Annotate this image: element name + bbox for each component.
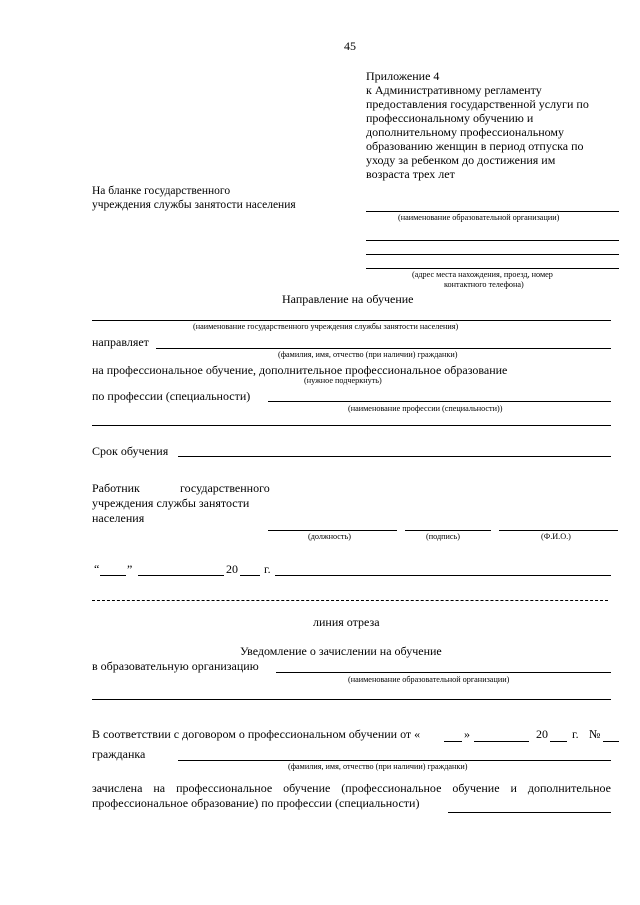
notice-org-label: в образовательную организацию bbox=[92, 659, 259, 673]
worker-label: государственного bbox=[180, 481, 270, 495]
letterhead-line: На бланке государственного bbox=[92, 185, 231, 197]
appendix-line: дополнительному профессиональному bbox=[366, 125, 565, 139]
worker-label: населения bbox=[92, 511, 145, 525]
org-name-caption: (наименование образовательной организации) bbox=[398, 213, 560, 222]
contract-number-sign: № bbox=[589, 727, 601, 741]
profession-extra-line bbox=[92, 425, 611, 426]
page-number: 45 bbox=[344, 39, 356, 53]
contract-year-suffix: г. bbox=[572, 727, 579, 741]
profession-line bbox=[268, 401, 611, 402]
citizen-fio-caption: (фамилия, имя, отчество (при наличии) гражданки) bbox=[278, 350, 458, 359]
appendix-line: возраста трех лет bbox=[366, 167, 455, 181]
full-name-line bbox=[499, 530, 618, 531]
signature-caption: (подпись) bbox=[426, 532, 460, 541]
citizen-label: гражданка bbox=[92, 747, 146, 761]
contract-close-quote: » bbox=[464, 727, 470, 741]
contract-month-line bbox=[474, 741, 529, 742]
appendix-line: образованию женщин в период отпуска по bbox=[366, 139, 584, 153]
contract-year: 20 bbox=[536, 727, 548, 741]
date-year-prefix: 20 bbox=[226, 562, 238, 576]
worker-label: Работник bbox=[92, 481, 140, 495]
address-line bbox=[366, 240, 619, 241]
notice-org-caption: (наименование образовательной организации) bbox=[348, 675, 510, 684]
enrolled-text: профессиональное образование) по профессии (специальности) bbox=[92, 796, 420, 810]
position-caption: (должность) bbox=[308, 532, 351, 541]
citizen-name-line bbox=[156, 348, 611, 349]
appendix-line: Приложение 4 bbox=[366, 69, 440, 83]
address-line bbox=[366, 268, 619, 269]
signature-line bbox=[405, 530, 491, 531]
contract-text: В соответствии с договором о профессиональном обучении от « bbox=[92, 727, 421, 741]
referral-title: Направление на обучение bbox=[282, 292, 414, 306]
date-day-line bbox=[100, 575, 126, 576]
date-quote-close: ” bbox=[127, 562, 133, 576]
enrolled-profession-line bbox=[448, 812, 611, 813]
cut-line-label: линия отреза bbox=[313, 615, 380, 629]
letterhead-line: учреждения службы занятости населения bbox=[92, 199, 296, 211]
date-tail-line bbox=[275, 575, 611, 576]
citizen-line bbox=[178, 760, 611, 761]
appendix-line: к Административному регламенту bbox=[366, 83, 542, 97]
date-quote-open: “ bbox=[94, 562, 100, 576]
notice-org-line bbox=[276, 672, 611, 673]
agency-name-line bbox=[92, 320, 611, 321]
date-month-line bbox=[138, 575, 224, 576]
worker-label: учреждения службы занятости bbox=[92, 496, 250, 510]
appendix-line: уходу за ребенком до достижения им bbox=[366, 153, 556, 167]
appendix-line: профессиональному обучению и bbox=[366, 111, 534, 125]
underline-caption: (нужное подчеркнуть) bbox=[304, 376, 382, 385]
date-year-suffix: г. bbox=[264, 562, 271, 576]
full-name-caption: (Ф.И.О.) bbox=[541, 532, 571, 541]
profession-label: по профессии (специальности) bbox=[92, 389, 251, 403]
notice-title: Уведомление о зачислении на обучение bbox=[240, 644, 442, 658]
agency-caption: (наименование государственного учреждения службы занятости населения) bbox=[193, 322, 459, 331]
position-line bbox=[268, 530, 397, 531]
enrolled-text: зачислена на профессиональное обучение (профессиональное обучение и дополнительное bbox=[92, 781, 611, 795]
notice-org-extra-line bbox=[92, 699, 611, 700]
contract-day-line bbox=[444, 741, 462, 742]
profession-caption: (наименование профессии (специальности)) bbox=[348, 404, 503, 413]
address-caption: (адрес места нахождения, проезд, номер bbox=[412, 270, 553, 279]
org-name-line bbox=[366, 211, 619, 212]
term-line bbox=[178, 456, 611, 457]
address-caption: контактного телефона) bbox=[444, 280, 524, 289]
date-year-line bbox=[240, 575, 260, 576]
appendix-line: предоставления государственной услуги по bbox=[366, 97, 589, 111]
address-line bbox=[366, 254, 619, 255]
cut-line bbox=[92, 600, 608, 601]
training-type-line: на профессиональное обучение, дополнительное профессиональное образование bbox=[92, 363, 508, 377]
citizen-caption: (фамилия, имя, отчество (при наличии) гражданки) bbox=[288, 762, 468, 771]
term-label: Срок обучения bbox=[92, 444, 169, 458]
contract-year-line bbox=[550, 741, 567, 742]
contract-number-line bbox=[603, 741, 619, 742]
sends-label: направляет bbox=[92, 335, 149, 349]
